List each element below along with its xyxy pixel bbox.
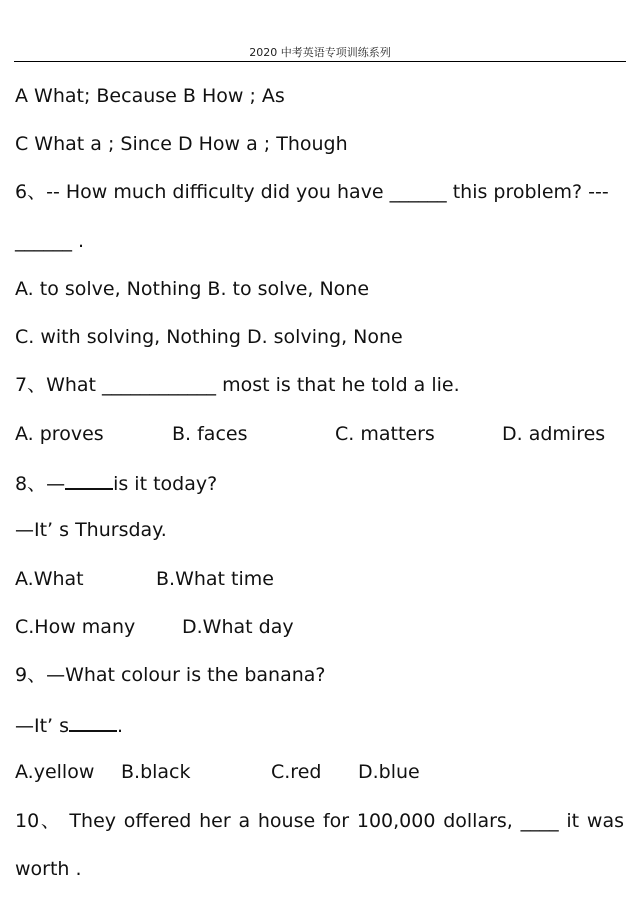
- header-divider: [14, 61, 626, 62]
- q6-question: 6、-- How much difficulty did you have ______ this problem? ---: [15, 181, 609, 203]
- q6-options-row1: A. to solve, Nothing B. to solve, None: [15, 278, 370, 300]
- q7-option-a: A. proves: [15, 423, 104, 445]
- q8-options-row2: [15, 615, 625, 639]
- q8-reply: —It’ s Thursday.: [15, 519, 167, 541]
- q6-answer-blank: ______ .: [15, 230, 85, 252]
- q7-question: 7、What ____________ most is that he told a lie.: [15, 374, 460, 396]
- q8-question: [15, 470, 217, 496]
- q9-option-c: C.red: [271, 761, 322, 783]
- q7-option-d: D. admires: [502, 423, 606, 445]
- q9-question: 9、—What colour is the banana?: [15, 664, 326, 686]
- q6-options-row2: C. with solving, Nothing D. solving, None: [15, 326, 403, 348]
- q5-options-row1: A What; Because B How ; As: [15, 85, 285, 107]
- q10-question-line2: worth .: [15, 858, 82, 880]
- page-header-title: 2020 中考英语专项训练系列: [249, 46, 391, 59]
- q9-option-a: A.yellow: [15, 761, 95, 783]
- q8-option-d: D.What day: [182, 616, 294, 638]
- q8-question-suffix: is it today?: [113, 473, 218, 495]
- q8-option-a: A.What: [15, 568, 84, 590]
- q8-option-b: B.What time: [156, 568, 274, 590]
- q9-reply-prefix: —It’ s: [15, 715, 70, 737]
- q8-question-prefix: 8、—: [15, 473, 66, 495]
- q9-reply: [15, 712, 123, 738]
- q9-reply-suffix: .: [117, 715, 124, 737]
- q10-question-line1: 10、 They offered her a house for 100,000 dollars, ____ it was: [15, 810, 624, 832]
- q7-options: [15, 422, 625, 446]
- q8-options-row1: [15, 567, 625, 591]
- q5-options-row2: C What a ; Since D How a ; Though: [15, 133, 348, 155]
- q7-option-b: B. faces: [172, 423, 248, 445]
- q9-options: [15, 760, 625, 784]
- q7-option-c: C. matters: [335, 423, 435, 445]
- q9-blank: [69, 712, 117, 732]
- q8-option-c: C.How many: [15, 616, 136, 638]
- q9-option-b: B.black: [121, 761, 191, 783]
- q8-blank: [65, 470, 113, 490]
- q9-option-d: D.blue: [358, 761, 420, 783]
